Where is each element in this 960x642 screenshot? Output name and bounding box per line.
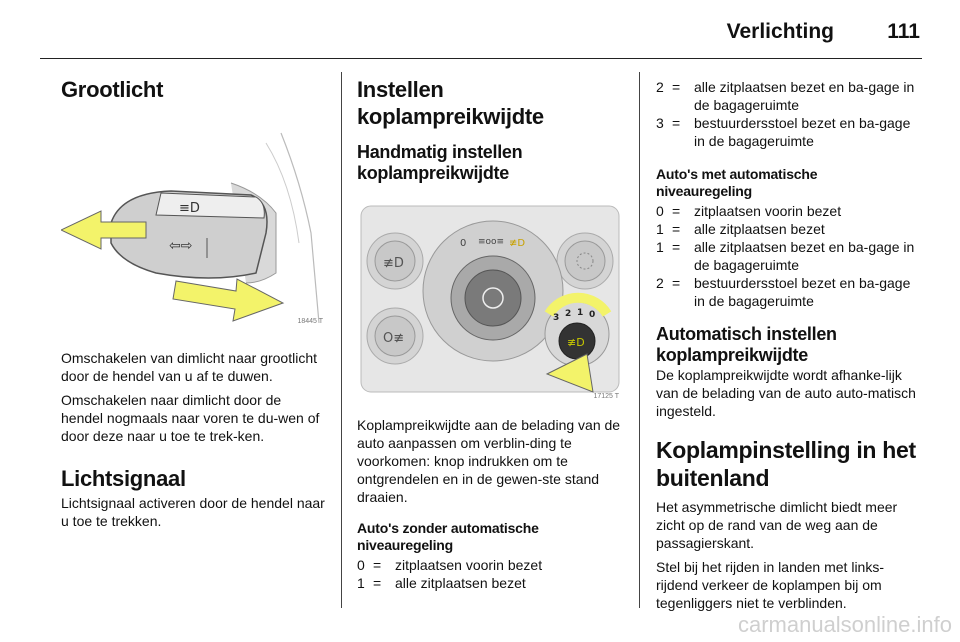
headlamp-range-icon: ≢D <box>567 336 585 349</box>
switch-position-zero: 0 <box>460 238 467 249</box>
dial-label-0: 0 <box>589 310 596 320</box>
low-beam-icon: ≢D <box>509 238 526 249</box>
section-title: Verlichting <box>726 20 834 43</box>
column-divider <box>639 72 640 608</box>
column-1 <box>61 70 327 530</box>
front-fog-icon: ≢D <box>383 256 404 271</box>
list-value: bestuurdersstoel bezet en ba-gage in de bagageruimte <box>694 275 911 309</box>
paragraph: De koplampreikwijdte wordt afhanke-lijk van de belading van de auto auto-matisch ingesteld. <box>656 367 916 419</box>
list-value: alle zitplaatsen bezet en ba-gage in de bagageruimte <box>694 239 915 273</box>
paragraph: Koplampreikwijdte aan de belading van de auto aanpassen om verblin-ding te voorkomen: knop indrukken om te ontgrendelen en in de gewen-ste stand draaien. <box>357 417 621 505</box>
list-value: alle zitplaatsen bezet <box>395 575 526 591</box>
list-value: zitplaatsen voorin bezet <box>395 557 543 573</box>
paragraph: Het asymmetrische dimlicht biedt meer zicht op de rand van de weg aan de passagierskant. <box>656 499 898 551</box>
list-eq: = <box>373 575 382 591</box>
high-beam-icon: ≡D <box>179 201 200 216</box>
column-3 <box>656 70 922 612</box>
level-list <box>357 556 625 592</box>
subsection-heading-handmatig: Handmatig instellen koplampreikwijdte <box>357 142 523 183</box>
figure-code: 17125 T <box>593 393 619 400</box>
list-eq: = <box>672 115 681 131</box>
list-item <box>656 202 922 220</box>
list-eq: = <box>672 79 681 95</box>
paragraph: Stel bij het rijden in landen met links-rijdend verkeer de koplampen bij om tegenliggers niet te verblinden. <box>656 559 885 611</box>
rear-fog-icon: O≢ <box>383 331 405 346</box>
list-value: alle zitplaatsen bezet en ba-gage in de bagageruimte <box>694 79 915 113</box>
list-key: 1 <box>656 221 664 237</box>
list-eq: = <box>672 275 681 291</box>
figure-stalk-lever <box>61 123 327 327</box>
list-key: 2 <box>656 79 664 95</box>
column-divider <box>341 72 342 608</box>
subsection-heading-automatisch: Automatisch instellen koplampreikwijdte <box>656 324 837 365</box>
section-heading-koplampreikwijdte: Instellen koplampreikwijdte <box>357 77 544 129</box>
paragraph: Lichtsignaal activeren door de hendel naar u toe te trekken. <box>61 495 325 529</box>
level-list-continued <box>656 78 922 150</box>
list-eq: = <box>672 239 681 255</box>
light-switch-illustration <box>357 196 623 402</box>
list-eq: = <box>672 221 681 237</box>
stalk-illustration <box>61 123 327 327</box>
list-key: 3 <box>656 115 664 131</box>
dial-label-3: 3 <box>553 313 560 323</box>
section-heading-buitenland: Koplampinstelling in het buitenland <box>656 437 916 491</box>
list-key: 0 <box>656 203 664 219</box>
section-heading-lichtsignaal: Lichtsignaal <box>61 466 186 491</box>
list-item <box>656 274 922 310</box>
paragraph: Omschakelen van dimlicht naar grootlicht door de hendel van u af te duwen. <box>61 350 318 384</box>
dial-label-2: 2 <box>565 309 572 319</box>
list-item <box>656 220 922 238</box>
list-item <box>357 556 625 574</box>
list-eq: = <box>373 557 382 573</box>
list-key: 1 <box>357 575 365 591</box>
section-heading-grootlicht: Grootlicht <box>61 77 164 102</box>
turn-signal-icon: ⇦⇨ <box>169 238 193 254</box>
page-header <box>40 18 922 59</box>
list-value: zitplaatsen voorin bezet <box>694 203 842 219</box>
list-item <box>656 114 922 150</box>
figure-light-switch <box>357 196 623 402</box>
list-item <box>656 78 922 114</box>
page-number: 111 <box>887 20 920 43</box>
column-2 <box>357 70 625 592</box>
parking-light-icon: ≡oo≡ <box>478 237 505 247</box>
dial-label-1: 1 <box>577 308 584 318</box>
level-list-auto <box>656 202 922 310</box>
pull-arrow-icon <box>173 279 283 321</box>
list-value: alle zitplaatsen bezet <box>694 221 825 237</box>
list-key: 0 <box>357 557 365 573</box>
list-eq: = <box>672 203 681 219</box>
list-key: 2 <box>656 275 664 291</box>
paragraph: Omschakelen naar dimlicht door de hendel nogmaals naar voren te du-wen of door deze naar u toe te trek-ken. <box>61 392 320 444</box>
figure-code: 18445 T <box>297 318 323 325</box>
list-key: 1 <box>656 239 664 255</box>
list-value: bestuurdersstoel bezet en ba-gage in de bagageruimte <box>694 115 911 149</box>
list-item <box>357 574 625 592</box>
list-item <box>656 238 922 274</box>
watermark: carmanualsonline.info <box>737 612 952 637</box>
list-heading-met: Auto's met automatische niveauregeling <box>656 166 818 199</box>
list-heading-zonder: Auto's zonder automatische niveauregeling <box>357 520 539 553</box>
